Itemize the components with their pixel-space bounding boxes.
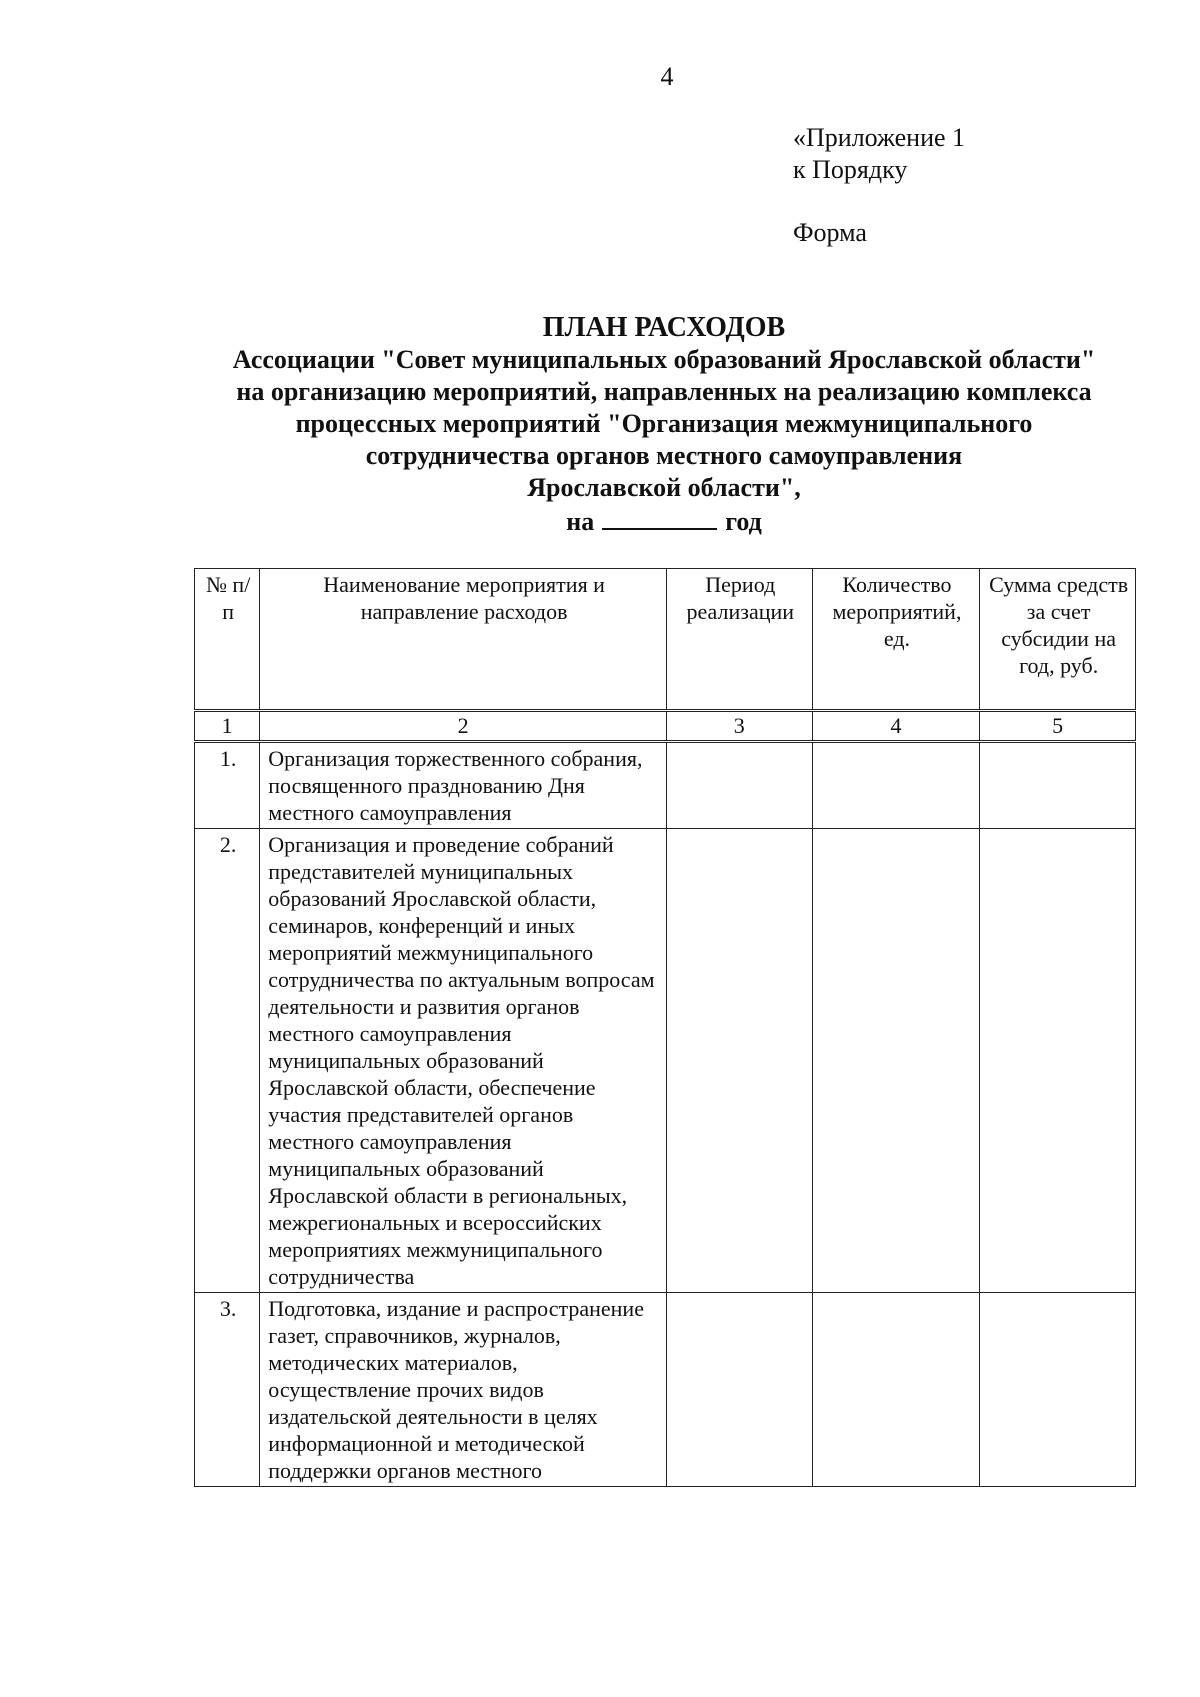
row-period: [666, 829, 812, 1293]
year-line: [566, 504, 762, 538]
heading-line-5: Ярославской области",: [527, 473, 801, 502]
row-count: [812, 742, 980, 829]
row-num: 2.: [195, 829, 260, 1293]
row-name: Подготовка, издание и распространение газет, справочников, журналов, методических материалов, осуществление прочих видов издательской деятельности в целях информационной и методической поддержки органов местного: [260, 1293, 667, 1487]
row-count: [812, 1293, 980, 1487]
table-row: [195, 1293, 1136, 1487]
table-header-row: [195, 569, 1136, 711]
document-title: ПЛАН РАСХОДОВ: [542, 312, 786, 343]
header-sum: Сумма средств за счет субсидии на год, руб.: [980, 569, 1136, 711]
attachment-line-2: к Порядку: [793, 155, 908, 184]
header-num: № п/п: [195, 569, 260, 711]
year-prefix: на: [566, 507, 595, 536]
row-period: [666, 1293, 812, 1487]
header-name: Наименование мероприятия и направление расходов: [260, 569, 667, 711]
heading-line-3: процессных мероприятий "Организация межмуниципального: [295, 409, 1033, 438]
row-sum: [980, 829, 1136, 1293]
table-index-row: [195, 711, 1136, 742]
document-heading: [180, 312, 1148, 538]
row-sum: [980, 742, 1136, 829]
row-num: 3.: [195, 1293, 260, 1487]
year-blank-field: [602, 504, 717, 530]
index-cell: 3: [666, 711, 812, 742]
header-period: Период реализации: [666, 569, 812, 711]
index-cell: 1: [195, 711, 260, 742]
row-num: 1.: [195, 742, 260, 829]
heading-line-2: на организацию мероприятий, направленных на реализацию комплекса: [236, 377, 1092, 406]
table-row: [195, 742, 1136, 829]
row-period: [666, 742, 812, 829]
index-cell: 4: [812, 711, 980, 742]
index-cell: 5: [980, 711, 1136, 742]
row-name: Организация и проведение собраний представителей муниципальных образований Ярославской области, семинаров, конференций и иных мероприятий межмуниципального сотрудничества по актуальным вопросам деятельности и развития органов местного самоуправления муниципальных образований Ярославской области, обеспечение участия представителей органов местного самоуправления муниципальных образований Ярославской области в региональных, межрегиональных и всероссийских мероприятиях межмуниципального сотрудничества: [260, 829, 667, 1293]
heading-line-4: сотрудничества органов местного самоуправления: [365, 441, 963, 470]
year-suffix: год: [725, 507, 762, 536]
expense-plan-table: [194, 568, 1136, 1487]
row-name: Организация торжественного собрания, посвященного празднованию Дня местного самоуправления: [260, 742, 667, 829]
form-label: Форма: [793, 218, 867, 247]
table-row: [195, 829, 1136, 1293]
index-cell: 2: [260, 711, 667, 742]
header-count: Количество мероприятий, ед.: [812, 569, 980, 711]
row-sum: [980, 1293, 1136, 1487]
page-number: 4: [660, 62, 674, 91]
attachment-note: [793, 122, 965, 186]
row-count: [812, 829, 980, 1293]
attachment-line-1: «Приложение 1: [793, 123, 966, 152]
heading-line-1: Ассоциации "Совет муниципальных образований Ярославской области": [232, 345, 1096, 374]
